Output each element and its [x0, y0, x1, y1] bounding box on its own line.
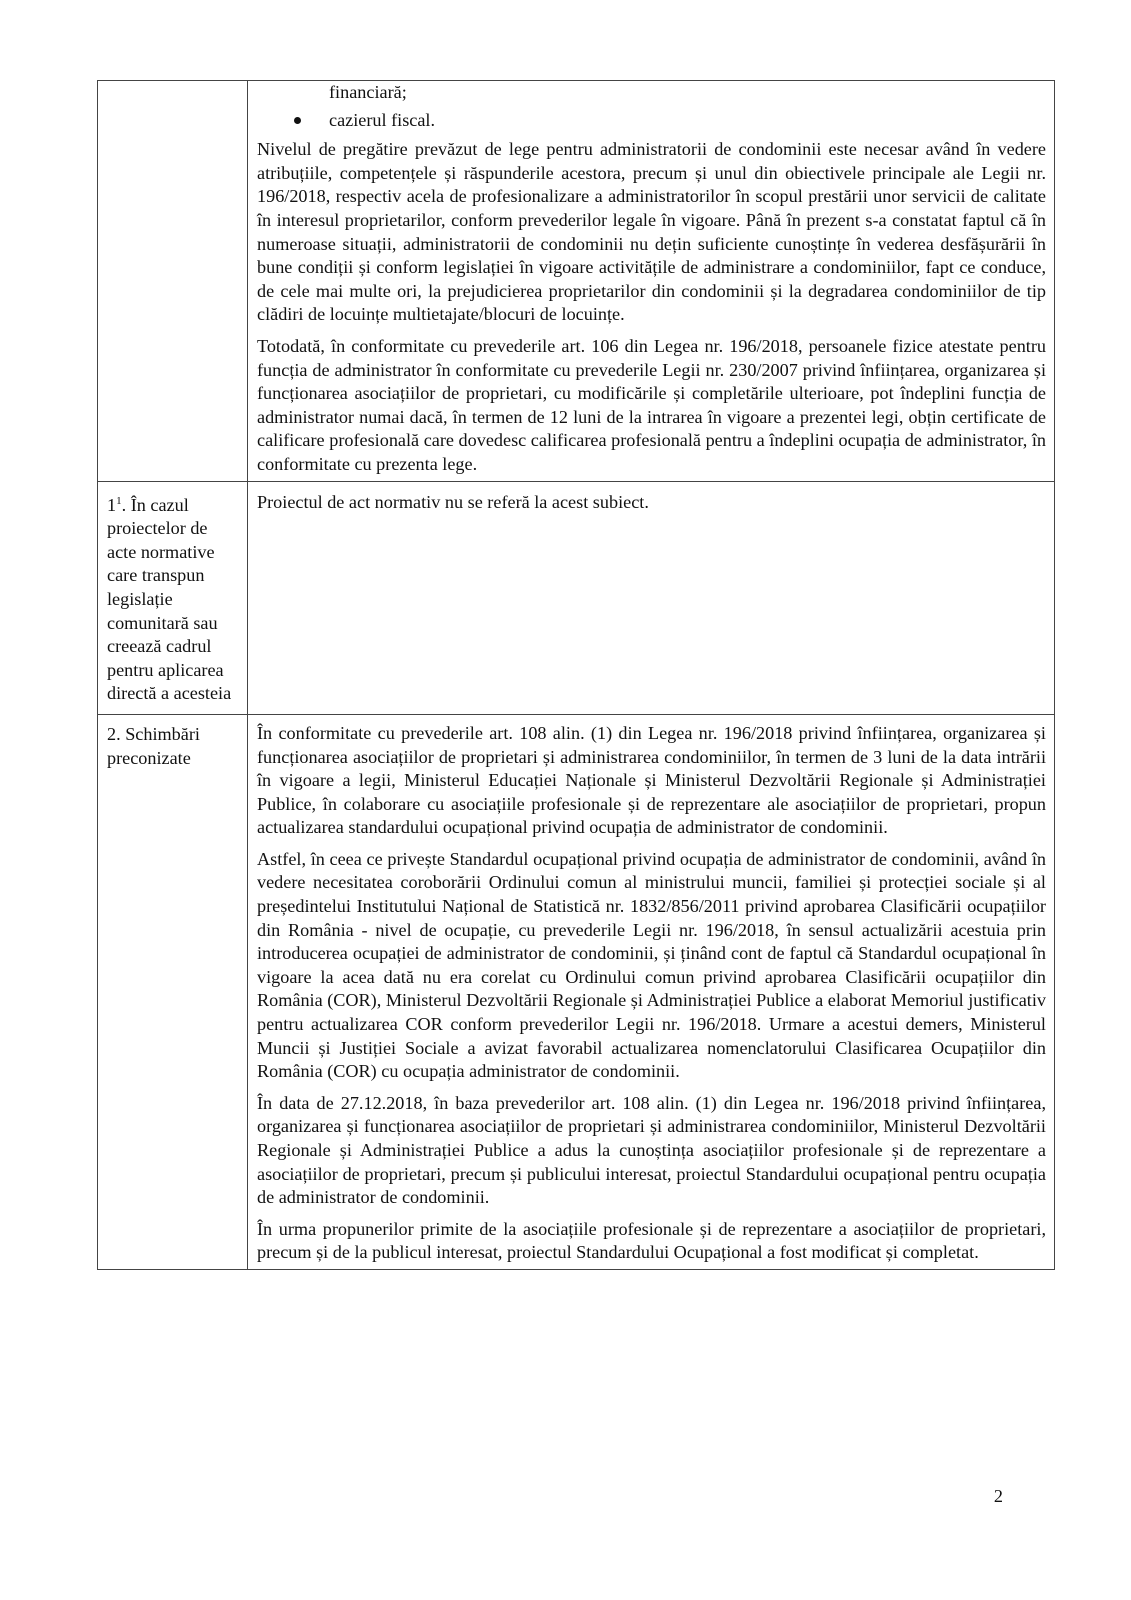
table-row: [98, 714, 1055, 1269]
requirements-list: [257, 81, 1046, 132]
list-item: [257, 81, 1046, 105]
table-row: [98, 481, 1055, 714]
row3-label-cell: 2. Schimbări preconizate: [98, 714, 248, 1269]
paragraph: Proiectul de act normativ nu se referă la acest subiect.: [257, 491, 649, 512]
row2-label-cell: [98, 481, 248, 714]
paragraph: În data de 27.12.2018, în baza prevederilor art. 108 alin. (1) din Legea nr. 196/2018 privind înființarea, organizarea și funcționarea asociațiilor de proprietari și administrarea condominiilor, Ministerul Dezvoltării Regionale și Administrației Publice a adus la cunoștința asociațiilor profesionale și de reprezentare a asociațiilor de proprietari, precum și publicului interesat, proiectul Standardului ocupațional pentru ocupația de administrator de condominii.: [257, 1092, 1046, 1208]
list-item-text: financiară;: [329, 82, 407, 102]
row2-label-prefix: 1: [107, 494, 117, 515]
document-table: [97, 80, 1055, 1270]
list-item-text: cazierul fiscal.: [329, 109, 436, 130]
row2-content-cell: [248, 481, 1055, 714]
row2-label-superscript: 1: [116, 494, 122, 507]
paragraph: Nivelul de pregătire prevăzut de lege pentru administratorii de condominii este necesar având în vedere atribuțiile, competențele și răspunderile acestora, precum și unul din obiectivele principale ale Legii nr. 196/2018, respectiv acela de profesionalizare a administratorilor în scopul prestării unor servicii de calitate în interesul proprietarilor, conform prevederilor legale în vigoare. Până în prezent s-a constatat faptul că în numeroase situații, administratorii de condominii nu dețin suficiente cunoștințe în vederea desfășurării în bune condiții și conform legislației în vigoare activitățile de administrare a condominiilor, fapt ce conduce, de cele mai multe ori, la prejudicierea proprietarilor din condominii și la degradarea condominiilor de tip clădiri de locuințe multietajate/blocuri de locuințe.: [257, 139, 1046, 325]
page-number: 2: [993, 1486, 1003, 1506]
row1-label-cell: [98, 81, 248, 482]
paragraph: În conformitate cu prevederile art. 108 alin. (1) din Legea nr. 196/2018 privind înființarea, organizarea și funcționarea asociațiilor de proprietari și administrarea condominiilor, în termen de 3 luni de la data intrării în vigoare a legii, Ministerul Educației Naționale și Ministerul Dezvoltării Regionale și Administrației Publice, în colaborare cu asociațiile profesionale și de reprezentare ale asociațiilor de proprietari, propun actualizarea standardului ocupațional privind ocupația de administrator de condominii.: [257, 722, 1046, 838]
paragraph: În urma propunerilor primite de la asociațiile profesionale și de reprezentare a asociațiilor de proprietari, precum și de la publicul interesat, proiectul Standardului Ocupațional a fost modificat și completat.: [257, 1218, 1046, 1263]
table-row: [98, 81, 1055, 482]
paragraph: Totodată, în conformitate cu prevederile art. 106 din Legea nr. 196/2018, persoanele fizice atestate pentru funcția de administrator în conformitate cu prevederile Legii nr. 230/2007 privind înființarea, organizarea și funcționarea asociațiilor de proprietari, cu modificările și completările ulterioare, pot îndeplini funcția de administrator numai dacă, în termen de 12 luni de la intrarea în vigoare a prezentei legi, obțin certificate de calificare profesională care dovedesc calificarea profesională pentru a îndeplini ocupația de administrator, în conformitate cu prezenta lege.: [257, 335, 1046, 474]
list-item: [257, 109, 1046, 133]
row2-label-text: . În cazul proiectelor de acte normative care transpun legislație comunitară sau creează cadrul pentru aplicarea directă a acesteia: [107, 494, 232, 704]
row1-content-cell: [248, 81, 1055, 482]
row3-content-cell: [248, 714, 1055, 1269]
paragraph: Astfel, în ceea ce privește Standardul ocupațional privind ocupația de administrator de condominii, având în vedere necesitatea coroborării Ordinului comun al ministrului muncii, familiei și protecției sociale și al președintelui Institutului Național de Statistică nr. 1832/856/2011 privind aprobarea Clasificării ocupațiilor din România - nivel de ocupație, cu prevederile Legii nr. 196/2018, în sensul actualizării acestuia prin introducerea ocupației de administrator de condominii, și ținând cont de faptul că Standardul ocupațional în vigoare la acea dată nu era corelat cu Ordinului comun privind aprobarea Clasificării ocupațiilor din România (COR), Ministerul Dezvoltării Regionale și Administrației Publice a elaborat Memoriul justificativ pentru actualizarea COR conform prevederilor Legii nr. 196/2018. Urmare a acestui demers, Ministerul Muncii și Justiției Sociale a avizat favorabil actualizarea nomenclatorului Clasificarea Ocupațiilor din România (COR) cu ocupația administrator de condominii.: [257, 848, 1046, 1082]
bullet-icon: [294, 117, 301, 124]
